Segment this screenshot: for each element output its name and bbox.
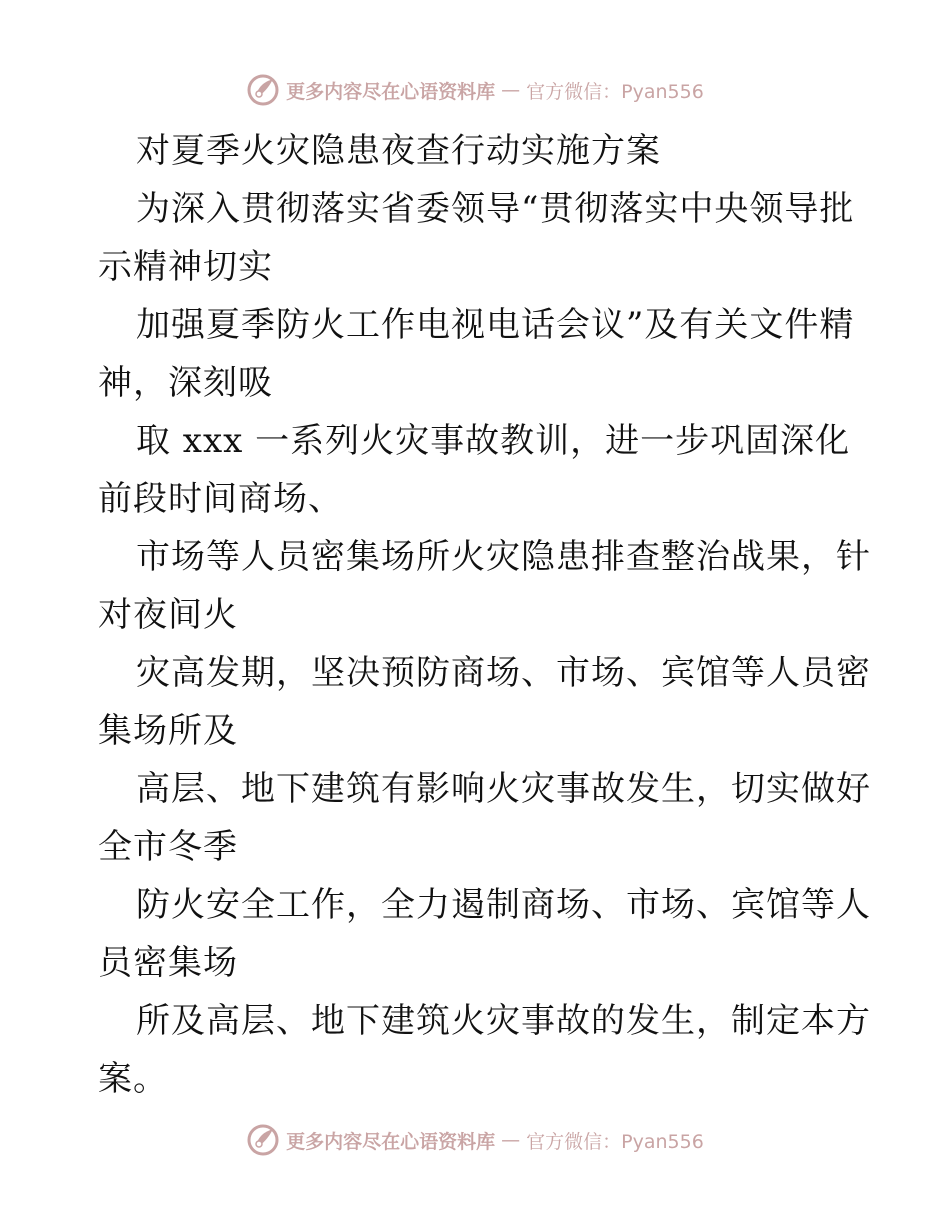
text-line: 全市冬季: [98, 827, 238, 867]
text-line: 取 xxx 一系列火灾事故教训，进一步巩固深化: [136, 421, 851, 461]
text-line: 前段时间商场、: [98, 479, 343, 519]
header-watermark: [0, 70, 950, 110]
text-line: 对夜间火: [98, 595, 238, 635]
brand-text: 更多内容尽在心语资料库: [286, 80, 496, 103]
title-line: 对夏季火灾隐患夜查行动实施方案: [136, 131, 661, 171]
footer-watermark: [0, 1120, 950, 1160]
text-line: 所及高层、地下建筑火灾事故的发生，制定本方: [136, 1001, 871, 1041]
text-line: 示精神切实: [98, 247, 273, 287]
text-line: 灾高发期，坚决预防商场、市场、宾馆等人员密: [136, 653, 871, 693]
wechat-text: 官方微信：Pyan556: [526, 1130, 704, 1153]
brand-text: 更多内容尽在心语资料库: [286, 1130, 496, 1153]
brand-logo-icon: [246, 73, 280, 107]
wechat-text: 官方微信：Pyan556: [526, 80, 704, 103]
text-line: 神，深刻吸: [98, 363, 273, 403]
text-line: 为深入贯彻落实省委领导“贯彻落实中央领导批: [136, 189, 855, 229]
text-line: 员密集场: [98, 943, 238, 983]
text-line: 高层、地下建筑有影响火灾事故发生，切实做好: [136, 769, 871, 809]
text-line: 案。: [98, 1059, 168, 1099]
document-body: [98, 122, 871, 1108]
text-line: 市场等人员密集场所火灾隐患排查整治战果，针: [136, 537, 871, 577]
brand-logo-icon: [246, 1123, 280, 1157]
text-line: 防火安全工作，全力遏制商场、市场、宾馆等人: [136, 885, 871, 925]
text-line: 加强夏季防火工作电视电话会议”及有关文件精: [136, 305, 855, 345]
separator: —: [501, 79, 521, 101]
text-line: 集场所及: [98, 711, 238, 751]
separator: —: [501, 1129, 521, 1151]
